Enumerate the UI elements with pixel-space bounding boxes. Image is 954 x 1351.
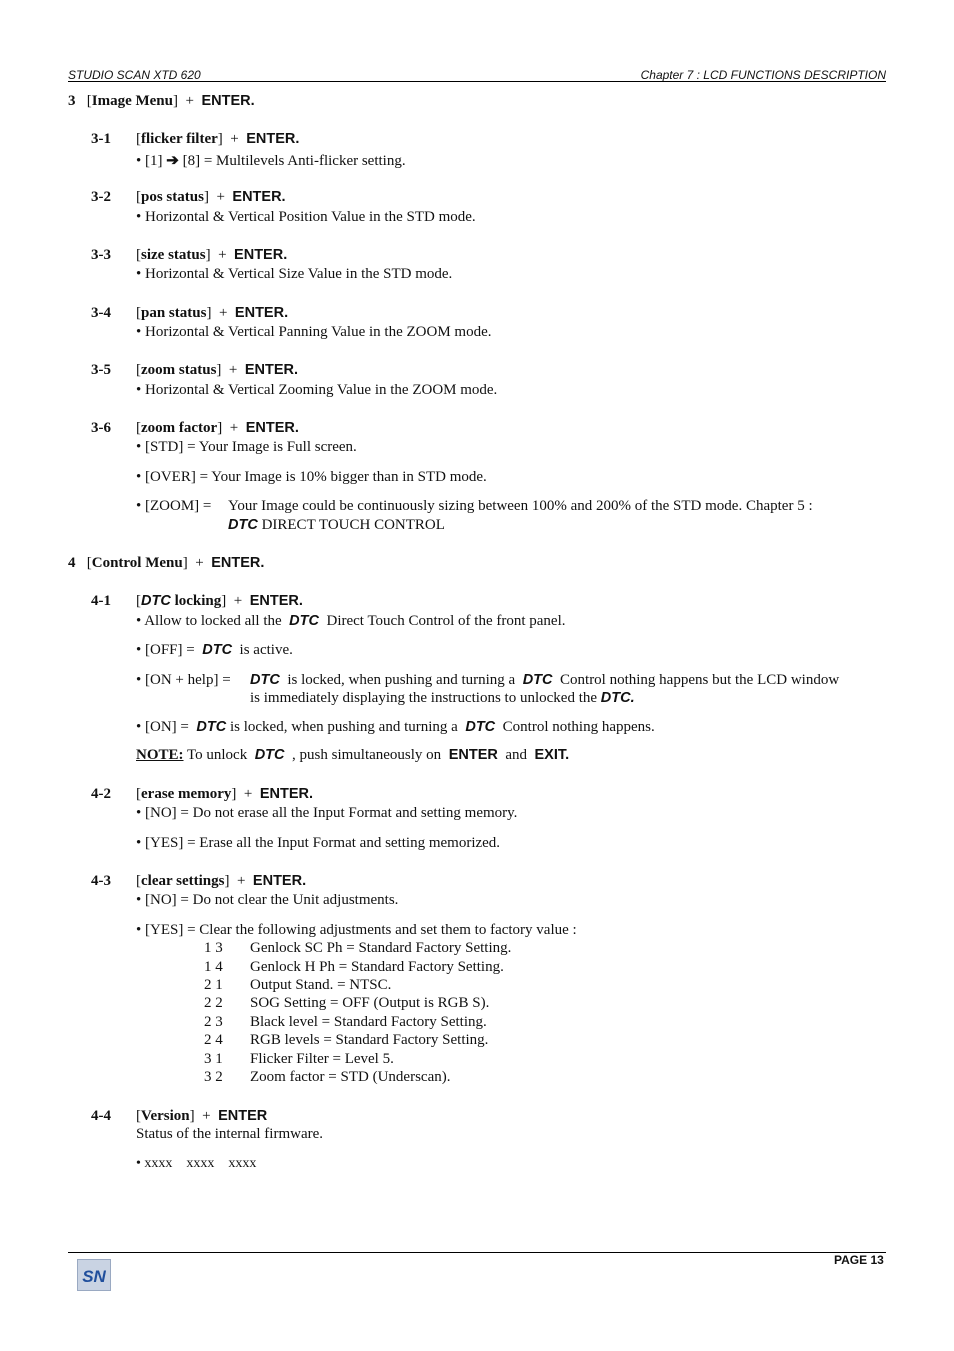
section-3-2-title: [pos status] + ENTER. <box>136 189 286 205</box>
bullet-item: • [YES] = Erase all the Input Format and setting memorized. <box>136 835 501 851</box>
company-logo <box>77 1259 111 1291</box>
bullet-item-text: DTC is locked, when pushing and turning a DTC Control nothing happens but the LCD window <box>250 672 840 688</box>
bullet-item: • [STD] = Your Image is Full screen. <box>136 439 357 455</box>
list-item-text: Black level = Standard Factory Setting. <box>250 1014 487 1030</box>
bullet-item: • Horizontal & Vertical Zooming Value in the ZOOM mode. <box>136 382 498 398</box>
bullet-item: • [YES] = Clear the following adjustments and set them to factory value : <box>136 922 577 938</box>
list-item-text: Flicker Filter = Level 5. <box>250 1051 394 1067</box>
header-rule <box>68 81 886 82</box>
bullet-item: • [ON] = DTC is locked, when pushing and turning a DTC Control nothing happens. <box>136 719 655 735</box>
bullet-item-text: Your Image could be continuously sizing between 100% and 200% of the STD mode. Chapter 5 : <box>228 498 813 514</box>
section-4-2-title: [erase memory] + ENTER. <box>136 786 314 802</box>
section-4-1-heading: 4-1 <box>91 593 111 609</box>
bullet-item: • Horizontal & Vertical Position Value in the STD mode. <box>136 209 476 225</box>
bullet-item: • [OVER] = Your Image is 10% bigger than in STD mode. <box>136 469 487 485</box>
list-item-text: Genlock H Ph = Standard Factory Setting. <box>250 959 504 975</box>
section-4-1-title: [DTC locking] + ENTER. <box>136 593 303 609</box>
version-values: • xxxx xxxx xxxx <box>136 1156 257 1171</box>
section-3-5-heading: 3-5 <box>91 362 111 378</box>
section-3-1-title: [flicker filter] + ENTER. <box>136 131 300 147</box>
section-4-4-heading: 4-4 <box>91 1108 111 1124</box>
logo-icon <box>78 1260 110 1290</box>
page-number: PAGE 13 <box>834 1253 884 1267</box>
list-item: 2 4 <box>204 1032 223 1048</box>
section-3-1-heading: 3-1 <box>91 131 111 147</box>
bullet-item: • [NO] = Do not clear the Unit adjustments. <box>136 892 399 908</box>
list-item-text: Genlock SC Ph = Standard Factory Setting. <box>250 940 512 956</box>
footer-rule <box>68 1252 886 1253</box>
bullet-item: • Horizontal & Vertical Panning Value in the ZOOM mode. <box>136 324 492 340</box>
arrow-icon: ➔ <box>166 153 179 169</box>
list-item-text: SOG Setting = OFF (Output is RGB S). <box>250 995 490 1011</box>
list-item: 2 3 <box>204 1014 223 1030</box>
section-3-heading: 3 [Image Menu] + ENTER. <box>68 93 255 109</box>
list-item-text: RGB levels = Standard Factory Setting. <box>250 1032 489 1048</box>
section-4-3-title: [clear settings] + ENTER. <box>136 873 307 889</box>
list-item: 2 1 <box>204 977 223 993</box>
bullet-item-continuation: DTC DIRECT TOUCH CONTROL <box>228 517 445 533</box>
list-item: 3 1 <box>204 1051 223 1067</box>
bullet-item: • [NO] = Do not erase all the Input Format and setting memory. <box>136 805 518 821</box>
section-3-3-title: [size status] + ENTER. <box>136 247 288 263</box>
section-3-6-title: [zoom factor] + ENTER. <box>136 420 299 436</box>
section-3-6-heading: 3-6 <box>91 420 111 436</box>
bullet-item-continuation: is immediately displaying the instructions to unlocked the DTC. <box>250 690 635 706</box>
version-description: Status of the internal firmware. <box>136 1126 324 1142</box>
section-4-heading: 4 [Control Menu] + ENTER. <box>68 555 265 571</box>
section-4-2-heading: 4-2 <box>91 786 111 802</box>
section-3-2-heading: 3-2 <box>91 189 111 205</box>
section-4-4-title: [Version] + ENTER <box>136 1108 268 1124</box>
section-3-5-title: [zoom status] + ENTER. <box>136 362 299 378</box>
list-item-text: Zoom factor = STD (Underscan). <box>250 1069 451 1085</box>
bullet-item: • [ZOOM] = <box>136 498 212 514</box>
list-item: 3 2 <box>204 1069 223 1085</box>
section-4-3-heading: 4-3 <box>91 873 111 889</box>
note: NOTE: To unlock DTC , push simultaneously on ENTER and EXIT. <box>136 747 570 763</box>
svg-text:SN: SN <box>82 1267 106 1286</box>
bullet-item: • [OFF] = DTC is active. <box>136 642 293 658</box>
section-3-3-heading: 3-3 <box>91 247 111 263</box>
bullet-item: • [ON + help] = <box>136 672 231 688</box>
section-3-4-heading: 3-4 <box>91 305 111 321</box>
list-item: 1 3 <box>204 940 223 956</box>
bullet-item: • [1] ➔ [8] = Multilevels Anti-flicker setting. <box>136 153 406 169</box>
list-item: 1 4 <box>204 959 223 975</box>
bullet-item: • Horizontal & Vertical Size Value in the STD mode. <box>136 266 453 282</box>
running-header-left: STUDIO SCAN XTD 620 <box>68 68 201 82</box>
bullet-item: • Allow to locked all the DTC Direct Touch Control of the front panel. <box>136 613 566 629</box>
section-3-4-title: [pan status] + ENTER. <box>136 305 289 321</box>
running-header-right: Chapter 7 : LCD FUNCTIONS DESCRIPTION <box>640 68 886 82</box>
list-item: 2 2 <box>204 995 223 1011</box>
list-item-text: Output Stand. = NTSC. <box>250 977 392 993</box>
